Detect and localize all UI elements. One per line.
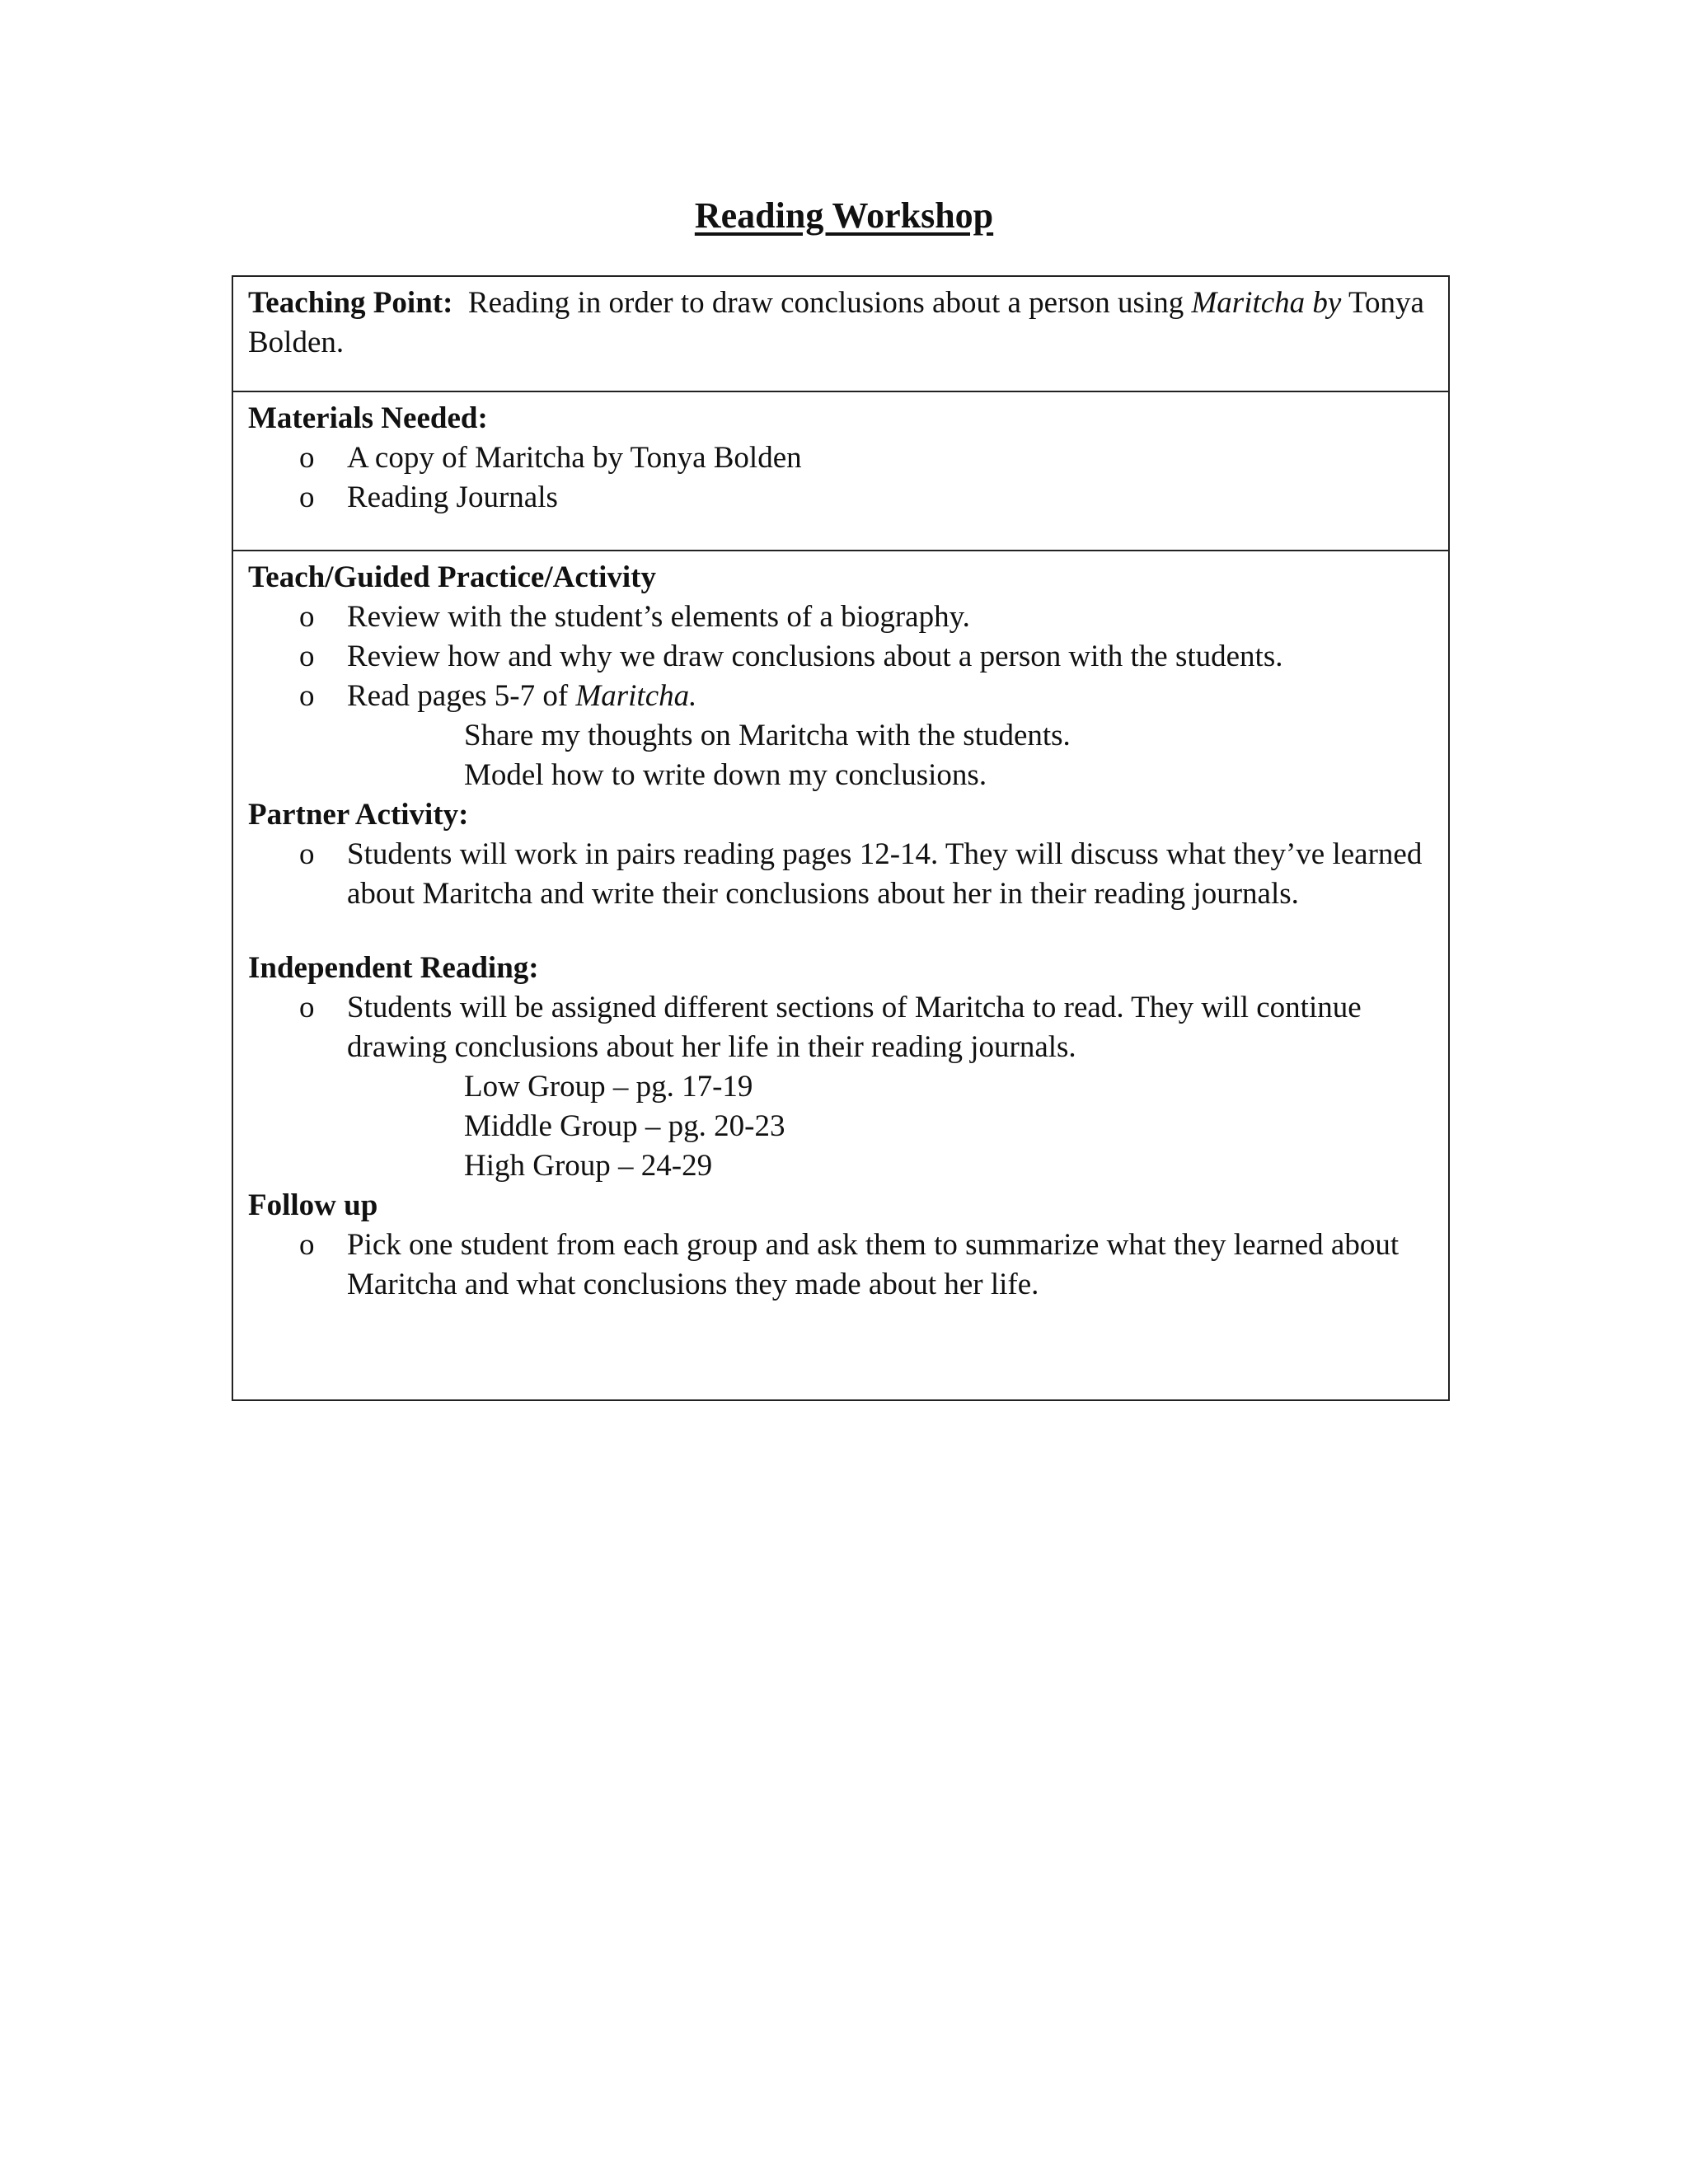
independent-label: Independent Reading: — [248, 951, 539, 985]
bullet-icon: o — [299, 441, 315, 475]
list-item: o Reading Journals — [248, 478, 1433, 518]
bullet-icon: o — [299, 640, 315, 673]
bullet-icon: o — [299, 600, 315, 634]
teaching-point-section — [233, 277, 1448, 392]
list-item: o A copy of Maritcha by Tonya Bolden — [248, 438, 1433, 478]
materials-list — [248, 438, 1433, 518]
partner-label: Partner Activity: — [248, 798, 469, 832]
bullet-icon: o — [299, 1228, 315, 1262]
materials-section — [233, 392, 1448, 551]
independent-list — [248, 988, 1433, 1067]
teaching-point-text: Reading in order to draw conclusions about a person using — [467, 286, 1184, 320]
teach-list — [248, 598, 1433, 716]
list-item: o Students will be assigned different sections of Maritcha to read. They will continue drawing conclusions about her life in their reading journals. — [248, 988, 1433, 1067]
teaching-point-label: Teaching Point: — [248, 286, 453, 320]
group-item-high: High Group – 24-29 — [464, 1149, 713, 1183]
activities-section — [233, 551, 1448, 1399]
teach-sub-item: Model how to write down my conclusions. — [464, 758, 987, 792]
group-item-middle: Middle Group – pg. 20-23 — [464, 1109, 785, 1143]
lesson-plan-table — [232, 275, 1450, 1401]
list-item: o Review how and why we draw conclusions about a person with the students. — [248, 637, 1433, 677]
partner-list — [248, 835, 1433, 914]
teaching-point-author: Tonya Bolden. — [248, 286, 1424, 359]
spacer — [248, 914, 1433, 949]
teaching-point-book: Maritcha by — [1191, 286, 1342, 320]
follow-up-list — [248, 1226, 1433, 1305]
bullet-icon: o — [299, 480, 315, 514]
bullet-icon: o — [299, 991, 315, 1024]
list-item: o Review with the student’s elements of a biography. — [248, 598, 1433, 637]
teach-label: Teach/Guided Practice/Activity — [248, 560, 656, 594]
list-item: o Students will work in pairs reading pages 12-14. They will discuss what they’ve learned about Maritcha and write their conclusions about her in their reading journals. — [248, 835, 1433, 914]
bullet-icon: o — [299, 837, 315, 871]
read-book-title: Maritcha. — [575, 679, 697, 713]
page-title: Reading Workshop — [694, 195, 994, 236]
materials-label: Materials Needed: — [248, 401, 488, 435]
list-item: o Pick one student from each group and ask them to summarize what they learned about Maritcha and what conclusions they made about her life. — [248, 1226, 1433, 1305]
follow-up-label: Follow up — [248, 1188, 378, 1222]
teach-sub-item: Share my thoughts on Maritcha with the students. — [464, 719, 1071, 752]
bullet-icon: o — [299, 679, 315, 713]
group-item-low: Low Group – pg. 17-19 — [464, 1070, 753, 1104]
list-item: o Read pages 5-7 of Maritcha. — [248, 677, 1433, 716]
